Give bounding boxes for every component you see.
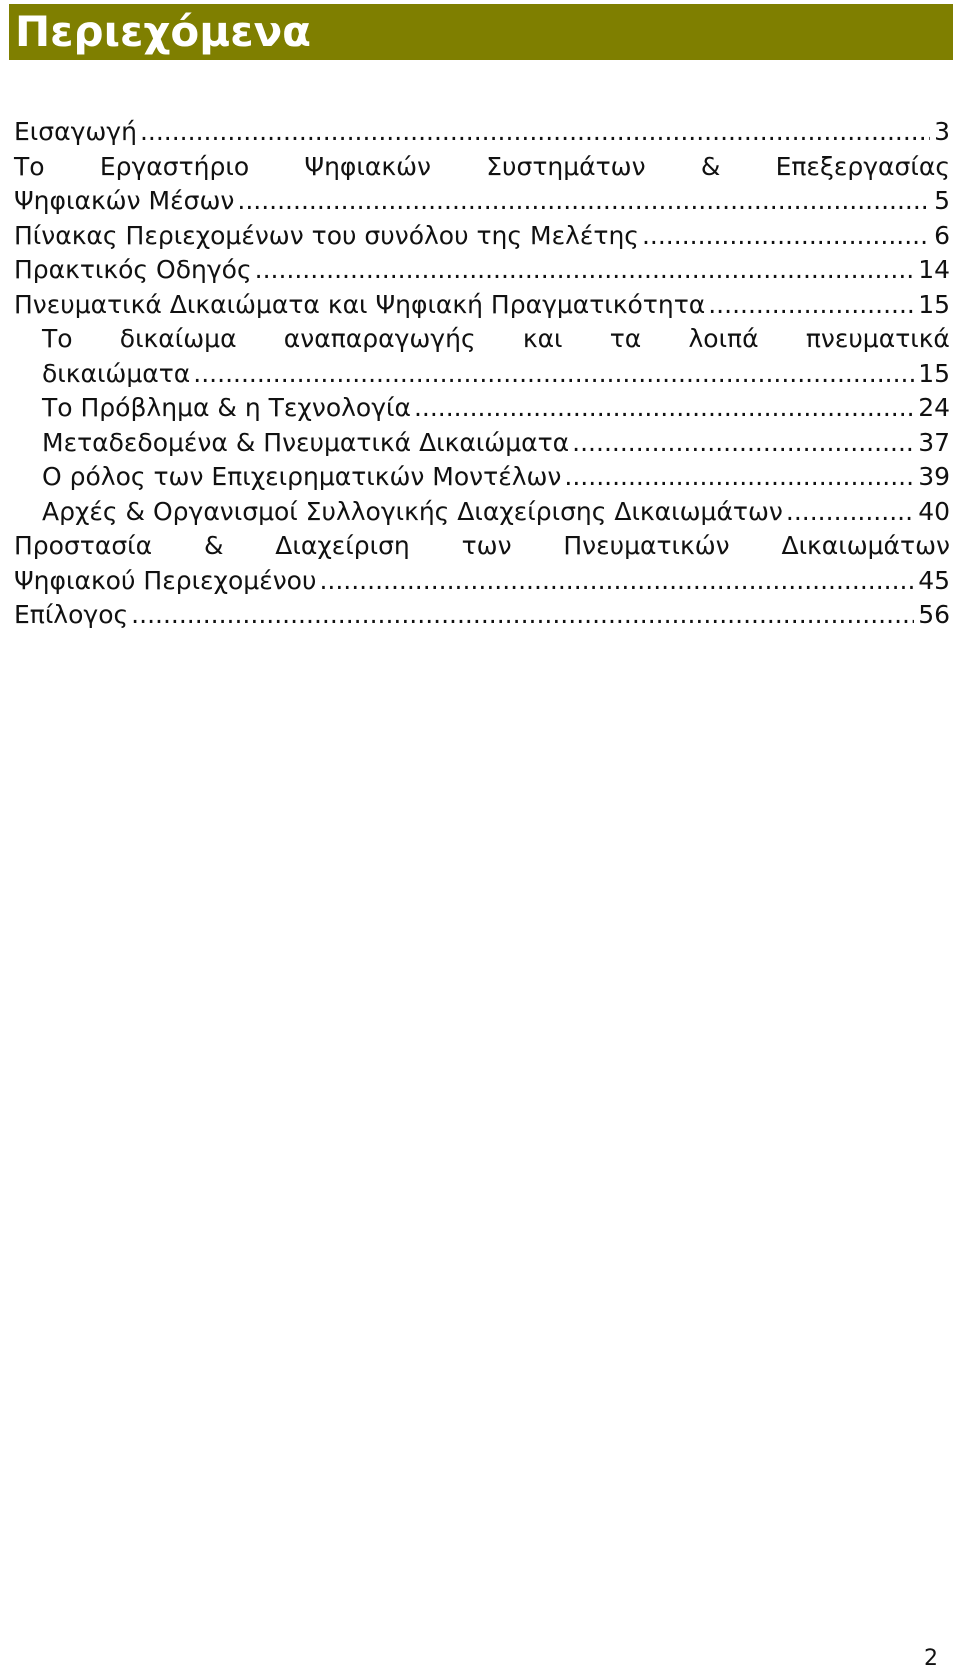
dot-leader [564, 460, 914, 495]
toc-entry-title: Ψηφιακού Περιεχομένου [14, 565, 317, 595]
dot-leader [255, 253, 915, 288]
toc-entry[interactable] [14, 529, 950, 598]
toc-entry-title-word: & [203, 531, 224, 560]
toc-entry-title-word: Εργαστήριο [99, 151, 250, 181]
toc-entry[interactable] [14, 219, 950, 254]
toc-entry-title-word: Συστημάτων [486, 151, 646, 181]
toc-entry-title-word: Πνευματικών [563, 531, 730, 560]
toc-entry-title-word: τα [609, 324, 642, 353]
toc-entry[interactable] [14, 115, 950, 150]
toc-entry-title-word: λοιπά [688, 324, 759, 353]
toc-entry-title-word: Ψηφιακών [304, 151, 431, 181]
toc-entry-title-word: Το [14, 151, 45, 181]
toc-entry-title: Πνευματικά Δικαιώματα και Ψηφιακή Πραγματικότητα [14, 289, 706, 319]
toc-entry-title: Μεταδεδομένα & Πνευματικά Δικαιώματα [42, 427, 570, 457]
toc-entry-title: Αρχές & Οργανισμοί Συλλογικής Διαχείρισης Δικαιωμάτων [42, 496, 783, 526]
toc-entry-title: Επίλογος [14, 600, 129, 629]
toc-entry-page: 3 [934, 117, 950, 146]
toc-entry-title-word: Δικαιωμάτων [781, 531, 950, 560]
toc-entry[interactable] [14, 598, 950, 633]
toc-entry-title-word: πνευματικά [805, 324, 950, 353]
dot-leader [131, 598, 914, 633]
dot-leader [237, 184, 930, 219]
toc-entry-title-word: Επεξεργασίας [775, 151, 950, 181]
dot-leader [708, 288, 914, 323]
toc-entry-page: 6 [934, 220, 950, 250]
toc-entry-title-word: των [461, 531, 512, 560]
toc-entry-page: 39 [918, 462, 950, 491]
toc-entry-title-word: & [700, 151, 721, 181]
toc-entry-title-line [14, 529, 950, 564]
toc-entry-title-word: Διαχείριση [275, 531, 410, 560]
dot-leader [140, 115, 930, 150]
dot-leader [414, 391, 914, 426]
toc-entry-page: 5 [934, 186, 950, 215]
toc-entry-page: 40 [918, 496, 950, 526]
toc-entry[interactable] [14, 391, 950, 426]
toc-entry-title: Ψηφιακών Μέσων [14, 186, 235, 215]
toc-entry-title-word: και [522, 324, 563, 353]
toc-entry-title-word: Προστασία [14, 531, 153, 560]
dot-leader [786, 495, 914, 530]
toc-entry-title-line [42, 322, 950, 357]
dot-leader [572, 426, 914, 461]
dot-leader [642, 219, 930, 254]
toc-entry-title-word: δικαίωμα [119, 324, 237, 353]
toc-entry-title: Πρακτικός Οδηγός [14, 255, 252, 284]
toc-entry[interactable] [14, 322, 950, 391]
page-number: 2 [924, 1646, 938, 1671]
toc-entry[interactable] [14, 150, 950, 219]
toc-entry-page: 15 [918, 358, 950, 388]
toc-entry[interactable] [14, 253, 950, 288]
toc-entry[interactable] [14, 495, 950, 530]
toc-entry-page: 14 [918, 255, 950, 284]
toc-entry-title-word: Το [42, 324, 73, 353]
section-title-bar [9, 4, 953, 60]
dot-leader [319, 564, 914, 599]
toc-entry-page: 45 [918, 565, 950, 595]
toc-entry[interactable] [14, 426, 950, 461]
toc-entry-page: 37 [918, 427, 950, 457]
toc-entry-title: δικαιώματα [42, 358, 191, 388]
toc-entry-title: Εισαγωγή [14, 117, 137, 146]
toc-entry-page: 56 [918, 600, 950, 629]
toc-entry-title-word: αναπαραγωγής [283, 324, 476, 353]
toc-entry-title: Ο ρόλος των Επιχειρηματικών Μοντέλων [42, 462, 562, 491]
toc-entry-page: 15 [918, 289, 950, 319]
toc-entry-title-line [14, 150, 950, 185]
table-of-contents [14, 115, 950, 633]
toc-entry[interactable] [14, 288, 950, 323]
toc-entry-title: Πίνακας Περιεχομένων του συνόλου της Μελέτης [14, 220, 639, 250]
section-title: Περιεχόμενα [15, 7, 312, 56]
toc-entry-page: 24 [918, 393, 950, 422]
toc-entry[interactable] [14, 460, 950, 495]
toc-entry-title: Το Πρόβλημα & η Τεχνολογία [42, 393, 411, 422]
dot-leader [193, 357, 914, 392]
